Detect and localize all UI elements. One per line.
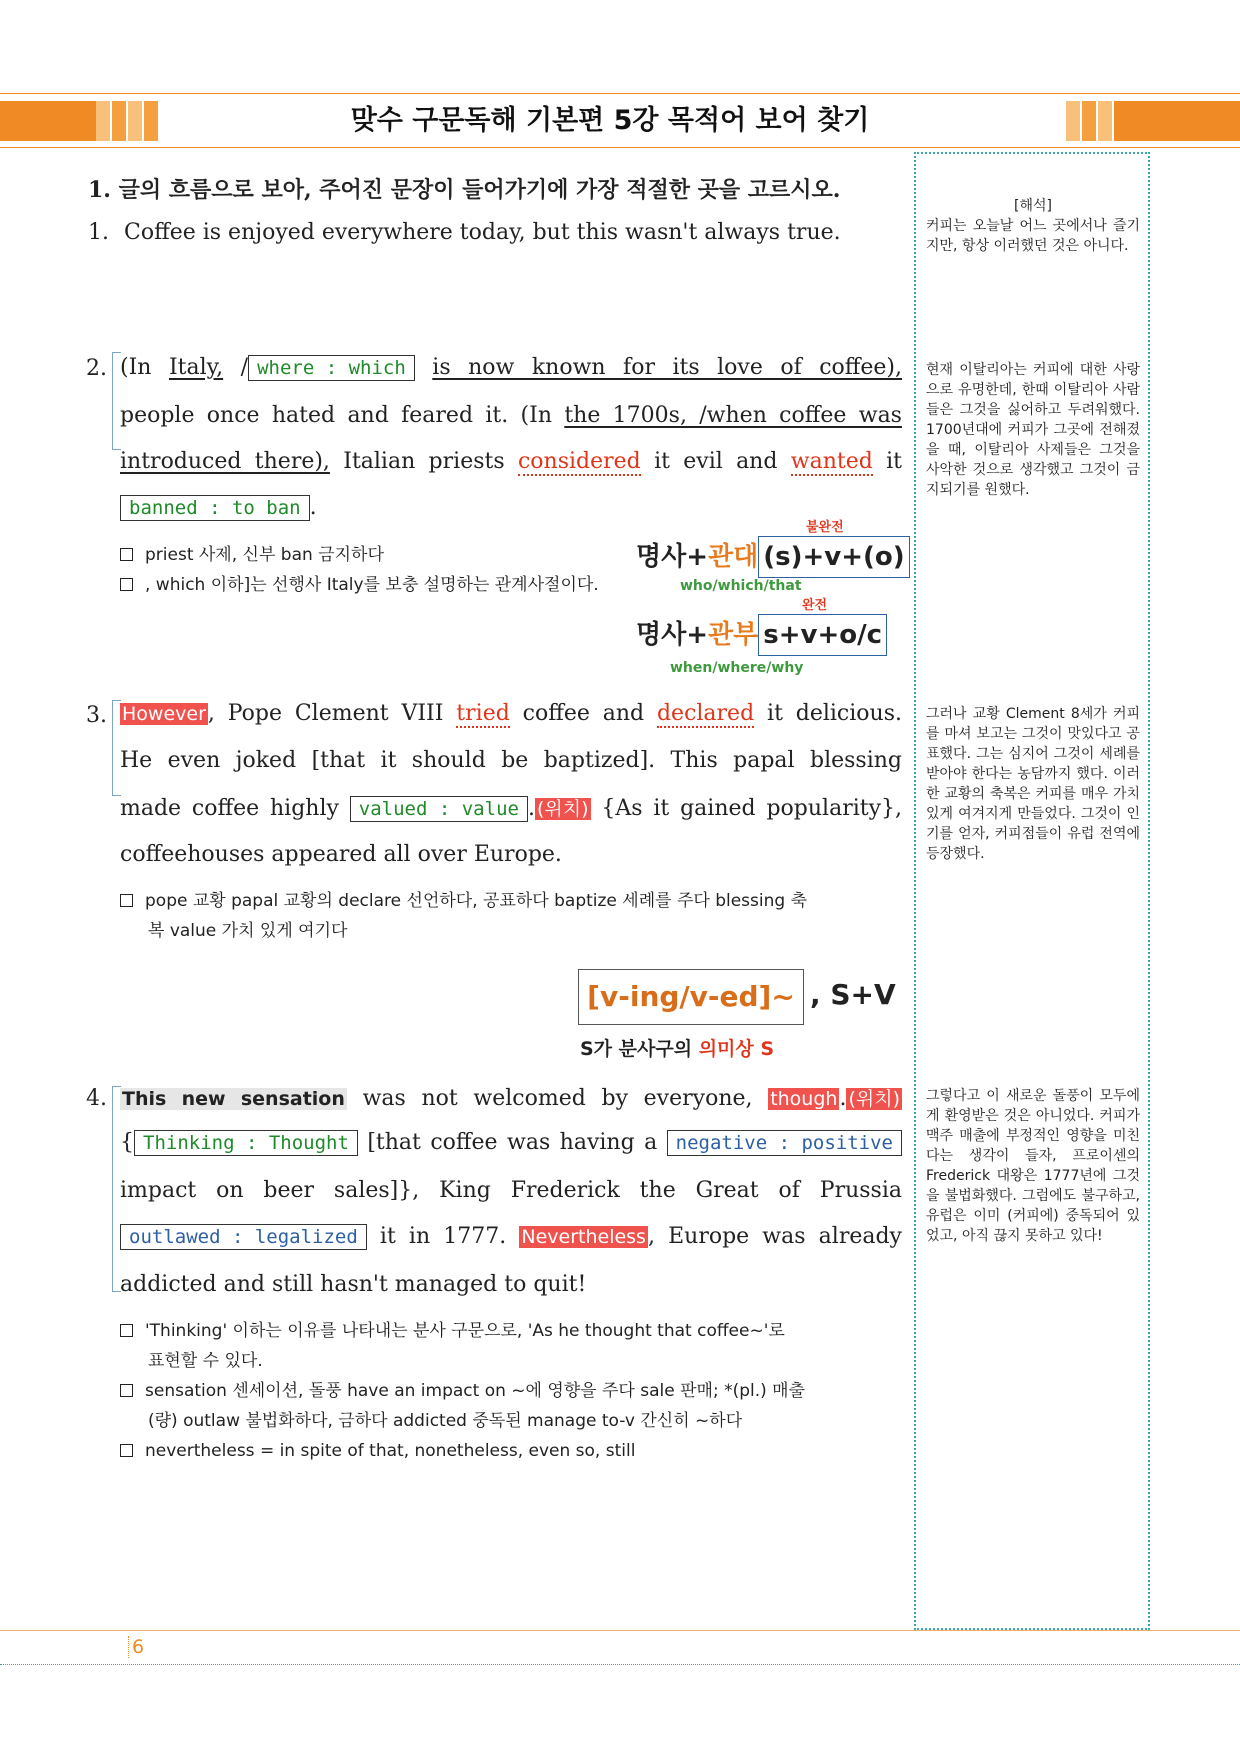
grammar-rule-2: [636, 614, 887, 656]
text-fragment: , Pope Clement VIII: [207, 701, 444, 726]
text-fragment: .: [839, 1086, 847, 1111]
question-instruction: 1. 글의 흐름으로 보아, 주어진 문장이 들어가기에 가장 적절한 곳을 고르시오.: [88, 177, 841, 203]
translation-heading: [해석]: [1014, 198, 1052, 214]
note-text: pope 교황 papal 교황의 declare 선언하다, 공표하다 baptize 세례를 주다 blessing 축: [145, 891, 808, 911]
checkbox-icon: [120, 1384, 133, 1397]
note-item: [120, 1316, 902, 1346]
footer-dotted-rule: [0, 1664, 1240, 1665]
text-fragment: it delicious.: [767, 701, 902, 726]
header-top-rule: [0, 93, 1240, 94]
subject-highlight: This new sensation: [122, 1088, 345, 1110]
p4-line-5: addicted and still hasn't managed to quit!: [120, 1272, 587, 1297]
checkbox-icon: [120, 548, 133, 561]
page-title: 맞수 구문독해 기본편 5강 목적어 보어 찾기: [350, 105, 870, 136]
grammar-sub-text: S가 분사구의: [580, 1038, 699, 1060]
grammar-participle-tail: , S+V: [810, 978, 896, 1011]
header-deco-block: [1082, 101, 1096, 141]
header-deco-block: [112, 101, 126, 141]
text-fragment: made coffee highly: [120, 796, 339, 821]
text-fragment: people once hated and feared it. (In: [120, 403, 552, 428]
p2-line-1: [120, 355, 902, 381]
grammar-tag-complete: 완전: [802, 598, 828, 613]
note-text: 'Thinking' 이하는 이유를 나타내는 분사 구문으로, 'As he thought that coffee~'로: [145, 1321, 785, 1341]
note-item: [120, 886, 902, 916]
text-fragment: it in 1777.: [379, 1224, 507, 1249]
header-deco-block: [1066, 101, 1080, 141]
translation-1: [926, 196, 1140, 256]
p4-notes: [120, 1316, 902, 1466]
position-marker: (위치): [848, 1088, 900, 1110]
text-fragment: (In: [120, 355, 152, 380]
p4-line-4: [120, 1224, 902, 1250]
p2-line-3: [120, 449, 902, 474]
page-number: 6: [128, 1636, 144, 1658]
slash-mark: /: [240, 355, 249, 380]
verb-highlight: wanted: [790, 449, 873, 474]
grammar-lead: 명사+: [636, 620, 709, 650]
text-fragment: was not welcomed by everyone,: [362, 1086, 753, 1111]
p3-line-2: He even joked [that it should be baptized]. This papal blessing: [120, 748, 902, 773]
position-marker: (위치): [536, 798, 589, 820]
text-fragment: Italian priests: [343, 449, 505, 474]
header-deco-block: [128, 101, 142, 141]
grammar-sub-1: who/which/that: [680, 578, 802, 594]
choice-box-where-which[interactable]: where : which: [248, 355, 415, 381]
text-fragment: it evil and: [654, 449, 778, 474]
grammar-rule-1: [636, 536, 910, 578]
checkbox-icon: [120, 1444, 133, 1457]
note-item: [120, 1376, 902, 1406]
p3-line-1: [120, 701, 902, 726]
verb-highlight: declared: [656, 701, 755, 726]
grammar-keyword: 관부: [708, 620, 759, 650]
footer-rule: [0, 1630, 1240, 1631]
note-item: [120, 540, 640, 570]
connector-highlight: Nevertheless: [521, 1226, 646, 1248]
text-fragment: .: [309, 495, 317, 520]
p4-line-2: [120, 1130, 902, 1156]
verb-highlight: considered: [517, 449, 641, 474]
choice-box-banned-to-ban[interactable]: banned : to ban: [120, 495, 310, 521]
p3-line-3: [120, 794, 902, 822]
text-fragment: {: [120, 1130, 134, 1155]
p2-line-2: [120, 403, 902, 428]
choice-box-negative-positive[interactable]: negative : positive: [667, 1130, 902, 1156]
choice-box-thinking-thought[interactable]: Thinking : Thought: [134, 1130, 358, 1156]
header-deco-block: [1098, 101, 1112, 141]
translation-2: 현재 이탈리아는 커피에 대한 사랑으로 유명한데, 한때 이탈리아 사람들은 그것을 싫어하고 두려워했다. 1700년대에 커피가 그곳에 전해졌을 때, 이탈리아 사제들은 그것을 사악한 것으로 생각했고 그것이 금지되기를 원했다.: [926, 362, 1140, 498]
note-text: sensation 센세이션, 돌풍 have an impact on ~에 영향을 주다 sale 판매; *(pl.) 매출: [145, 1381, 806, 1401]
note-text: nevertheless = in spite of that, nonetheless, even so, still: [145, 1441, 636, 1461]
header-deco-block: [96, 101, 110, 141]
note-text: 복 value 가치 있게 여기다: [148, 921, 348, 941]
paragraph-number: 3.: [86, 703, 107, 728]
grammar-participle-box: [v-ing/v-ed]~: [578, 969, 804, 1025]
underlined-text: Italy,: [168, 355, 224, 380]
translation-4: 그렇다고 이 새로운 돌풍이 모두에게 환영받은 것은 아니었다. 커피가 맥주 매출에 부정적인 영향을 미친다는 생각이 들자, 프로이센의 Frederick 대왕은 1777년에 그것을 불법화했다. 그럼에도 불구하고, 유럽은 이미 (커피에) 중독되어 있었고, 아직 끊지 못하고 있다!: [926, 1088, 1140, 1244]
note-text: 표현할 수 있다.: [148, 1351, 263, 1371]
p4-line-1: [120, 1084, 902, 1111]
connector-highlight: though: [770, 1088, 838, 1110]
connector-highlight: However: [122, 703, 206, 725]
checkbox-icon: [120, 578, 133, 591]
underlined-text: introduced there),: [120, 449, 330, 474]
grammar-sub-2: when/where/why: [670, 660, 804, 676]
grammar-keyword: 관대: [708, 542, 759, 572]
note-item: [120, 1436, 902, 1466]
choice-box-valued-value[interactable]: valued : value: [350, 796, 528, 822]
translation-text: 커피는 오늘날 어느 곳에서나 즐기지만, 항상 이러했던 것은 아니다.: [926, 218, 1140, 254]
text-fragment: [that coffee was having a: [367, 1130, 658, 1155]
text-fragment: it: [886, 449, 903, 474]
note-text: , which 이하]는 선행사 Italy를 보충 설명하는 관계사절이다.: [145, 575, 599, 595]
header-deco-block: [144, 101, 158, 141]
text-fragment: .: [527, 796, 535, 821]
header-deco-block: [0, 101, 96, 141]
p4-line-3: impact on beer sales]}, King Frederick the Great of Prussia: [120, 1178, 902, 1203]
text-fragment: coffee and: [522, 701, 645, 726]
note-text: priest 사제, 신부 ban 금지하다: [145, 545, 384, 565]
header-deco-block: [1114, 101, 1240, 141]
verb-highlight: tried: [456, 701, 510, 726]
checkbox-icon: [120, 894, 133, 907]
p3-line-4: coffeehouses appeared all over Europe.: [120, 842, 562, 867]
given-sentence: Coffee is enjoyed everywhere today, but this wasn't always true.: [124, 220, 841, 245]
given-number: 1.: [88, 220, 109, 245]
note-text: (량) outlaw 불법화하다, 금하다 addicted 중독된 manage to-v 간신히 ~하다: [148, 1411, 743, 1431]
note-item: [120, 570, 640, 600]
grammar-box: s+v+o/c: [758, 614, 887, 656]
checkbox-icon: [120, 1324, 133, 1337]
grammar-tag-incomplete: 불완전: [806, 520, 844, 535]
grammar-sub-highlight: 의미상 S: [698, 1038, 775, 1060]
p2-line-4: [120, 495, 317, 521]
text-fragment: , Europe was already: [647, 1224, 902, 1249]
text-fragment: {As it gained popularity},: [601, 796, 903, 821]
grammar-lead: 명사+: [636, 542, 709, 572]
p2-notes: [120, 540, 640, 600]
header-bottom-rule: [0, 147, 1240, 148]
p3-notes: [120, 886, 902, 946]
paragraph-number: 2.: [86, 356, 107, 381]
underlined-text: is now known for its love of coffee),: [432, 355, 903, 380]
translation-3: 그러나 교황 Clement 8세가 커피를 마셔 보고는 그것이 맛있다고 공표했다. 그는 심지어 그것이 세례를 받아야 한다는 농담까지 했다. 이러한 교황의 축복은 커피를 매우 가치 있게 여겨지게 만들었다. 그것이 인기를 얻자, 커피점들이 유럽 전역에 등장했다.: [926, 706, 1140, 862]
given-sentence-line: [88, 220, 841, 245]
grammar-participle-sub: [580, 1034, 774, 1061]
paragraph-number: 4.: [86, 1086, 107, 1111]
choice-box-outlawed-legalized[interactable]: outlawed : legalized: [120, 1224, 367, 1250]
grammar-box: (s)+v+(o): [758, 536, 909, 578]
underlined-text: the 1700s, /when coffee was: [564, 403, 902, 428]
